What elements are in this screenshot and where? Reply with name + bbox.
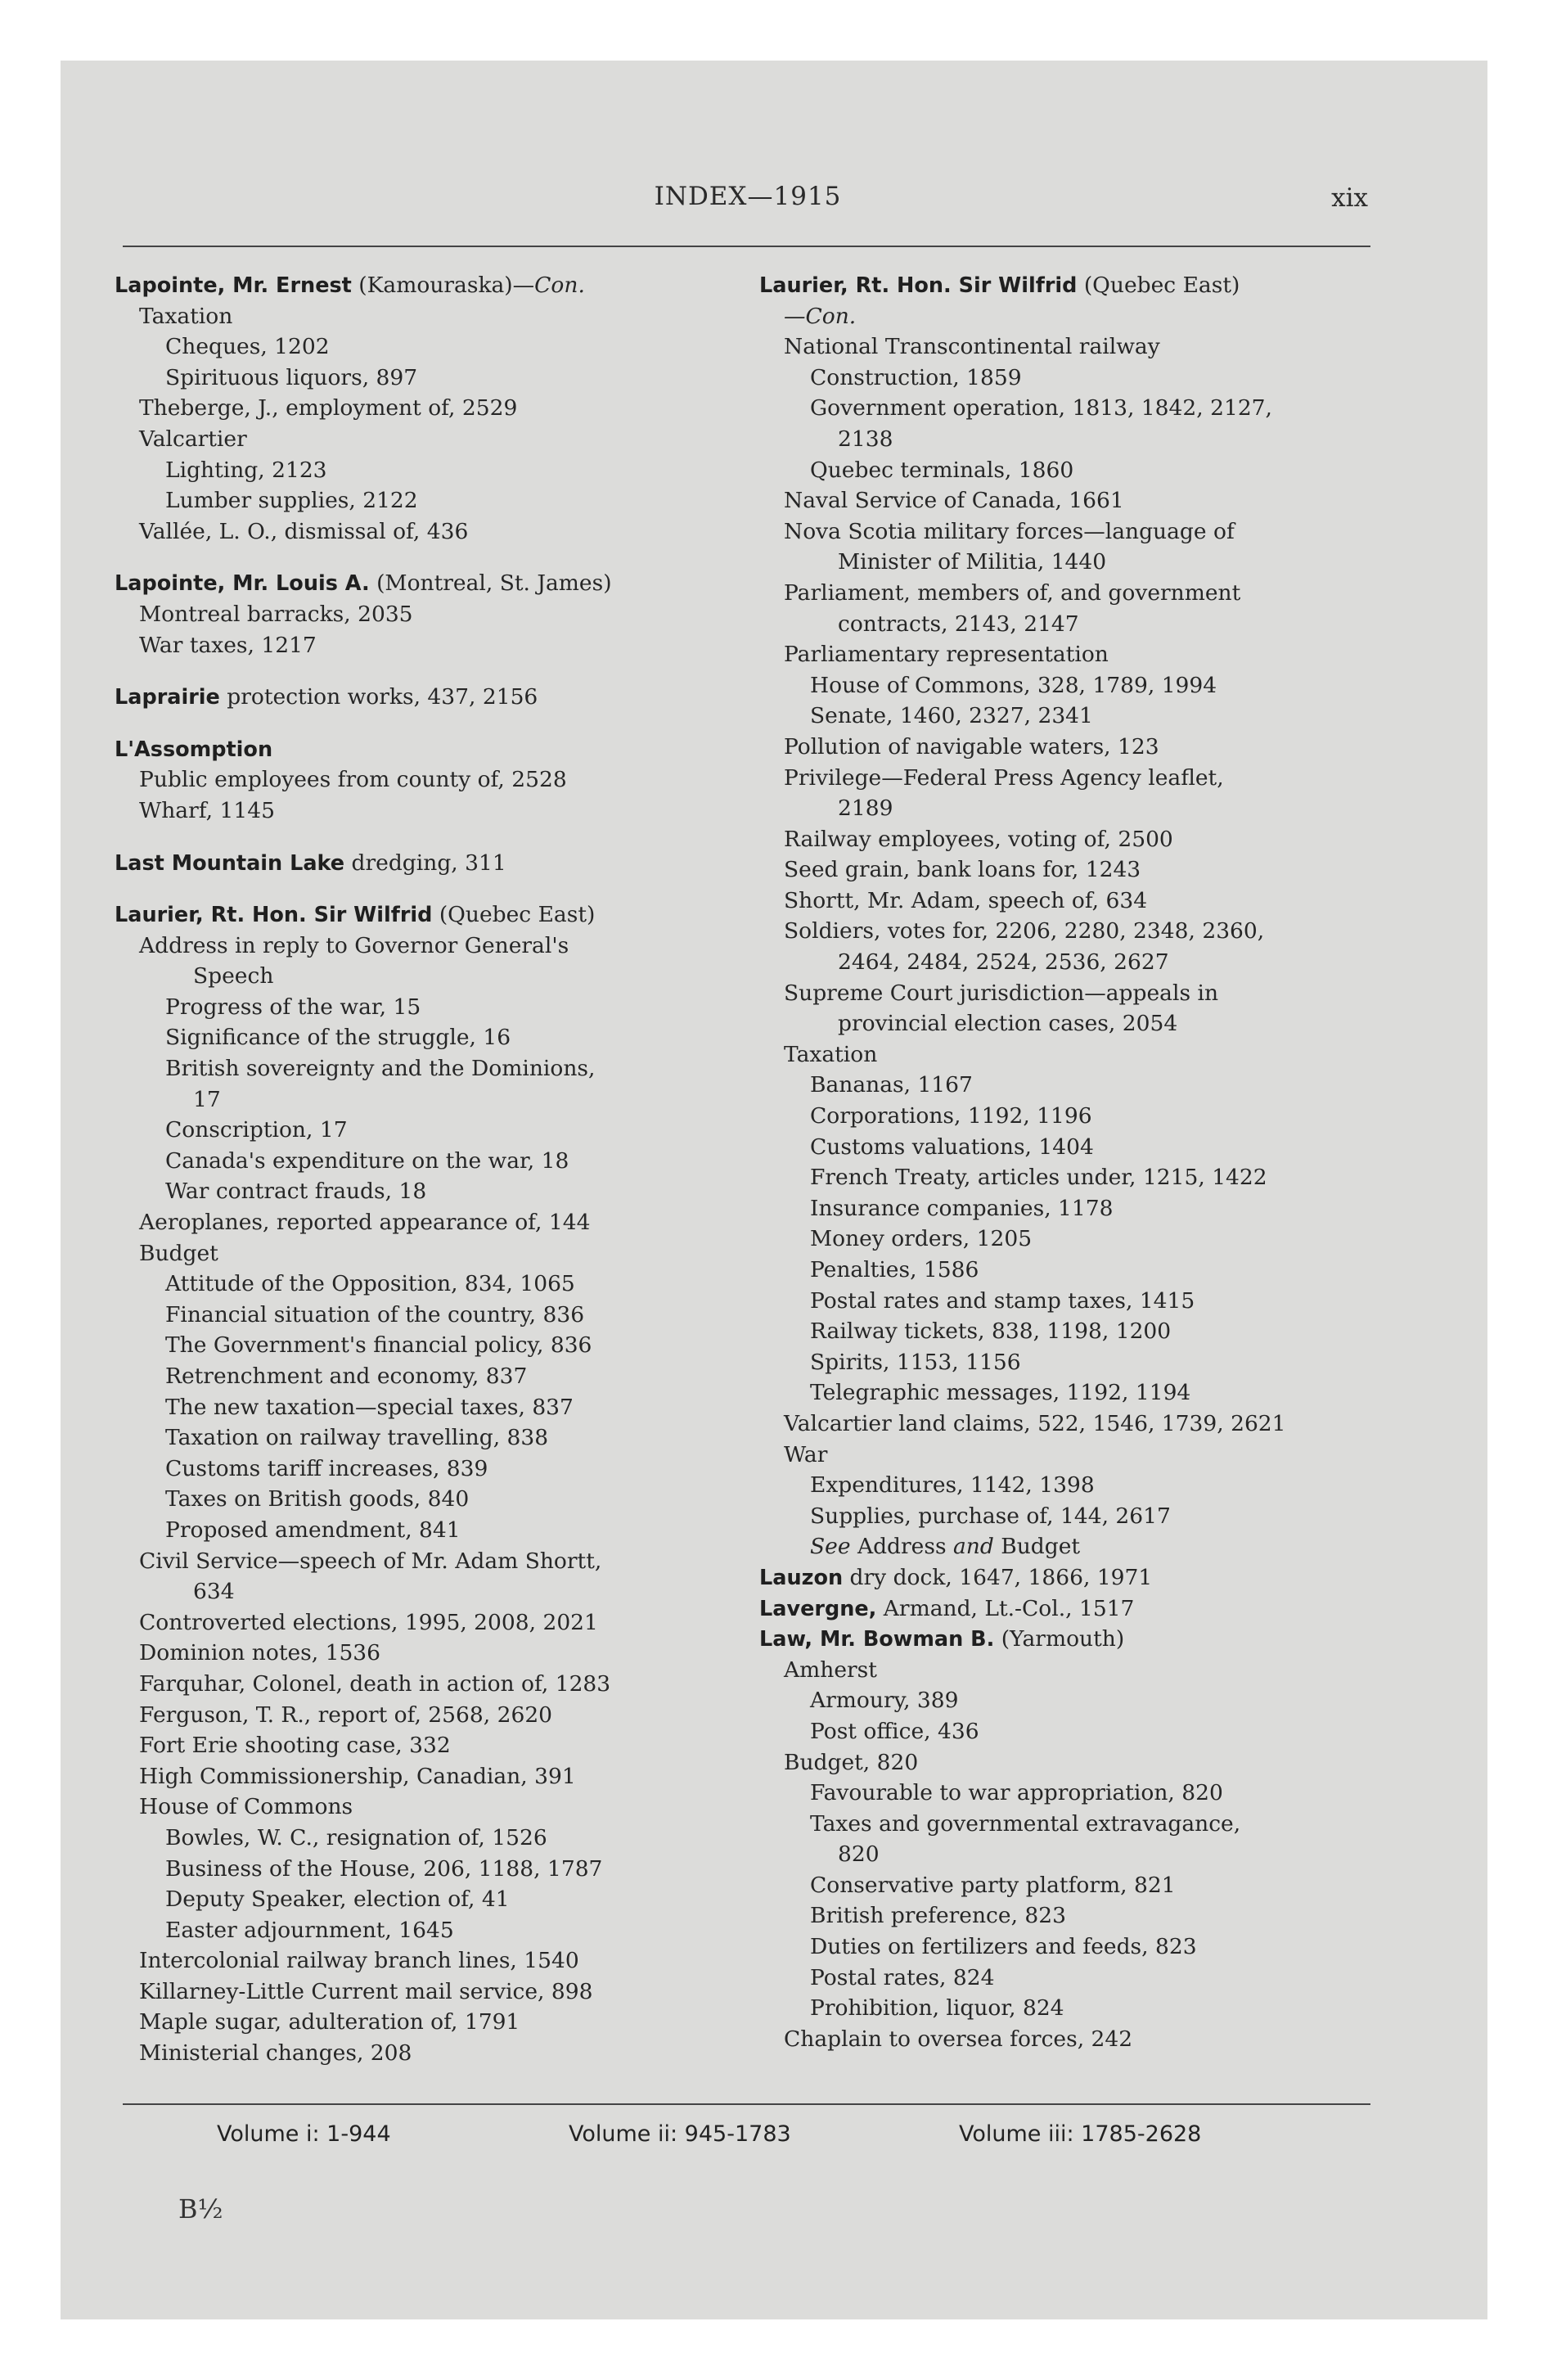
index-entry (759, 1255, 1381, 1286)
index-entry (759, 670, 1381, 701)
index-entry (115, 1422, 704, 1454)
page-number: xix (1331, 183, 1368, 213)
index-entry (115, 1607, 704, 1639)
entry-text: Lumber supplies, 2122 (165, 488, 418, 514)
entry-text: Minister of Militia, 1440 (838, 549, 1107, 575)
index-entry (759, 1747, 1381, 1778)
index-entry (115, 1945, 704, 1977)
entry-gap (115, 878, 704, 899)
entry-text: Valcartier land claims, 522, 1546, 1739, 2621 (784, 1410, 1286, 1436)
entry-text: The new taxation—special taxes, 837 (165, 1394, 574, 1420)
index-entry (759, 1162, 1381, 1193)
entry-text: Armoury, 389 (810, 1688, 959, 1714)
index-entry (115, 1977, 704, 2008)
volume-footer (115, 2121, 1381, 2170)
heading-name: Lapointe, Mr. Ernest (115, 273, 352, 298)
heading-detail: (Quebec East) (432, 902, 596, 928)
index-entry (115, 424, 704, 455)
entry-text: French Treaty, articles under, 1215, 1422 (810, 1165, 1267, 1191)
heading-name: Last Mountain Lake (115, 850, 345, 876)
index-entry (759, 1685, 1381, 1716)
left-index-column (115, 270, 704, 2069)
index-entry (759, 1008, 1381, 1039)
heading-detail: Armand, Lt.-Col., 1517 (876, 1595, 1135, 1621)
heading-detail: (Quebec East) (1077, 273, 1240, 298)
entry-text: 820 (838, 1841, 880, 1868)
index-entry (115, 1761, 704, 1792)
entry-text: Government operation, 1813, 1842, 2127, (810, 395, 1272, 421)
index-entry (115, 2007, 704, 2038)
entry-text: Significance of the struggle, 16 (165, 1025, 511, 1051)
entry-text: Deputy Speaker, election of, 41 (165, 1886, 510, 1913)
index-entry (759, 1655, 1381, 1686)
heading-name: L'Assomption (115, 737, 273, 762)
index-entry (115, 1238, 704, 1269)
entry-text: Vallée, L. O., dismissal of, 436 (139, 518, 469, 544)
heading-detail: protection works, 437, 2156 (219, 684, 538, 710)
index-entry (759, 886, 1381, 917)
entry-text: Supreme Court jurisdiction—appeals in (784, 980, 1219, 1006)
entry-text: Taxes and governmental extravagance, (810, 1810, 1241, 1837)
index-entry (115, 1330, 704, 1361)
index-entry (759, 1224, 1381, 1255)
entry-text: British sovereignty and the Dominions, (165, 1056, 596, 1082)
heading-detail: (Yarmouth) (994, 1626, 1125, 1652)
entry-text: Easter adjournment, 1645 (165, 1917, 454, 1943)
index-heading-entry (759, 1593, 1381, 1625)
entry-text: Lighting, 2123 (165, 457, 327, 483)
entry-text: Dominion notes, 1536 (139, 1640, 381, 1666)
entry-gap (115, 547, 704, 568)
entry-text: Conscription, 17 (165, 1117, 348, 1143)
index-entry (759, 455, 1381, 486)
index-heading-entry (115, 848, 704, 879)
entry-gap (115, 827, 704, 848)
entry-text: Naval Service of Canada, 1661 (784, 488, 1124, 514)
top-rule (123, 246, 1370, 247)
entry-text: Favourable to war appropriation, 820 (810, 1780, 1223, 1806)
entry-text: Telegraphic messages, 1192, 1194 (810, 1380, 1191, 1406)
entry-text: Montreal barracks, 2035 (139, 601, 413, 627)
index-entry (759, 331, 1381, 363)
see-target: Budget (993, 1534, 1081, 1560)
index-entry (759, 578, 1381, 609)
entry-text: Ferguson, T. R., report of, 2568, 2620 (139, 1702, 553, 1728)
index-entry (759, 1070, 1381, 1101)
index-heading-entry (115, 899, 704, 931)
see-and: and (953, 1534, 994, 1560)
index-entry (759, 732, 1381, 763)
entry-text: Attitude of the Opposition, 834, 1065 (165, 1271, 575, 1297)
index-entry (759, 393, 1381, 424)
bottom-rule (123, 2103, 1370, 2105)
heading-name: Laprairie (115, 685, 220, 710)
volume-range-1: Volume i: 1-944 (217, 2121, 391, 2147)
entry-text: Penalties, 1586 (810, 1257, 979, 1282)
index-entry (115, 1700, 704, 1731)
entry-text: Budget (139, 1240, 218, 1266)
index-entry (759, 301, 1381, 332)
index-entry (759, 1900, 1381, 1931)
entry-text: Killarney-Little Current mail service, 898 (139, 1978, 593, 2004)
index-entry (115, 1084, 704, 1116)
entry-text: Privilege—Federal Press Agency leaflet, (784, 764, 1224, 791)
entry-text: Business of the House, 206, 1188, 1787 (165, 1855, 603, 1882)
index-entry (759, 1870, 1381, 1901)
index-entry (759, 1716, 1381, 1747)
running-head: INDEX—1915 (654, 182, 842, 211)
entry-text: Seed grain, bank loans for, 1243 (784, 857, 1141, 883)
page-header (115, 182, 1381, 223)
entry-gap (115, 660, 704, 682)
entry-text: Intercolonial railway branch lines, 1540 (139, 1948, 579, 1974)
heading-name: Lapointe, Mr. Louis A. (115, 571, 370, 597)
index-entry (759, 2024, 1381, 2055)
entry-gap (115, 713, 704, 734)
index-entry (115, 1730, 704, 1761)
index-entry (759, 1347, 1381, 1378)
entry-text: Customs tariff increases, 839 (165, 1455, 488, 1481)
index-entry (115, 1854, 704, 1885)
entry-text: Nova Scotia military forces—language of (784, 518, 1235, 544)
entry-text: Spirituous liquors, 897 (165, 364, 418, 390)
entry-text: Bananas, 1167 (810, 1072, 973, 1098)
index-entry (759, 424, 1381, 455)
index-entry (759, 701, 1381, 732)
index-entry (115, 796, 704, 827)
index-entry (759, 1501, 1381, 1532)
entry-text: War taxes, 1217 (139, 632, 317, 658)
index-entry (759, 485, 1381, 516)
heading-detail: dredging, 311 (344, 850, 506, 876)
index-entry (759, 1809, 1381, 1840)
heading-detail: (Kamouraska)— (351, 273, 535, 298)
entry-text: High Commissionership, Canadian, 391 (139, 1763, 576, 1789)
entry-text: Taxation on railway travelling, 838 (165, 1425, 549, 1451)
index-entry (115, 1176, 704, 1207)
heading-name: Law, Mr. Bowman B. (759, 1627, 995, 1652)
entry-text: Fort Erie shooting case, 332 (139, 1733, 451, 1759)
index-entry (759, 1316, 1381, 1347)
see-label: See (810, 1534, 851, 1560)
entry-text: 2464, 2484, 2524, 2536, 2627 (838, 949, 1169, 976)
index-entry (759, 854, 1381, 886)
cross-reference-entry (759, 1531, 1381, 1562)
index-entry (115, 599, 704, 630)
entry-text: Taxation (784, 1041, 878, 1067)
index-entry (115, 2038, 704, 2069)
index-entry (759, 1039, 1381, 1071)
index-entry (115, 331, 704, 363)
index-entry (115, 1669, 704, 1700)
entry-text: Aeroplanes, reported appearance of, 144 (139, 1210, 591, 1236)
index-entry (115, 1269, 704, 1300)
entry-text: Farquhar, Colonel, death in action of, 1283 (139, 1670, 611, 1697)
volume-range-3: Volume iii: 1785-2628 (959, 2121, 1202, 2147)
entry-text: Valcartier (139, 426, 247, 452)
index-entry (759, 1839, 1381, 1870)
entry-text: Customs valuations, 1404 (810, 1134, 1094, 1160)
index-entry (759, 1778, 1381, 1809)
entry-text: Taxation (139, 303, 233, 329)
index-heading-entry (115, 270, 704, 301)
index-entry (115, 1792, 704, 1823)
index-entry (115, 1361, 704, 1392)
index-entry (759, 516, 1381, 548)
entry-text: Postal rates, 824 (810, 1964, 995, 1990)
entry-text: Progress of the war, 15 (165, 994, 421, 1020)
entry-text: provincial election cases, 2054 (838, 1011, 1178, 1037)
entry-text: Chaplain to oversea forces, 242 (784, 2026, 1133, 2052)
entry-text: contracts, 2143, 2147 (838, 611, 1079, 637)
entry-text: 634 (193, 1579, 235, 1605)
entry-text: War (784, 1441, 828, 1467)
index-entry (759, 793, 1381, 824)
entry-text: Maple sugar, adulteration of, 1791 (139, 2009, 520, 2035)
right-index-column (759, 270, 1381, 2054)
index-entry (759, 1993, 1381, 2024)
entry-text: Ministerial changes, 208 (139, 2040, 412, 2067)
entry-text: Money orders, 1205 (810, 1226, 1033, 1252)
continued-marker: —Con. (784, 303, 857, 329)
index-entry (115, 393, 704, 424)
index-entry (115, 1638, 704, 1669)
heading-name: Lauzon (759, 1565, 844, 1590)
entry-text: Civil Service—speech of Mr. Adam Shortt, (139, 1548, 602, 1574)
index-entry (115, 1576, 704, 1607)
index-entry (115, 1392, 704, 1423)
index-entry (115, 1484, 704, 1515)
index-entry (759, 978, 1381, 1009)
heading-name: Laurier, Rt. Hon. Sir Wilfrid (759, 273, 1078, 298)
index-entry (759, 1193, 1381, 1224)
entry-text: Construction, 1859 (810, 364, 1022, 390)
index-entry (115, 1454, 704, 1485)
entry-text: Canada's expenditure on the war, 18 (165, 1147, 569, 1174)
entry-text: Post office, 436 (810, 1718, 979, 1744)
index-entry (115, 1207, 704, 1238)
entry-text: 2138 (838, 426, 893, 452)
entry-text: National Transcontinental railway (784, 334, 1160, 360)
entry-text: Quebec terminals, 1860 (810, 457, 1074, 483)
entry-text: Railway employees, voting of, 2500 (784, 826, 1173, 852)
index-entry (115, 301, 704, 332)
index-entry (759, 609, 1381, 640)
entry-text: 2189 (838, 796, 893, 822)
entry-text: House of Commons, 328, 1789, 1994 (810, 672, 1217, 698)
index-entry (759, 1440, 1381, 1471)
index-entry (115, 1823, 704, 1854)
entry-text: Senate, 1460, 2327, 2341 (810, 703, 1093, 729)
index-entry (759, 763, 1381, 794)
index-entry (115, 764, 704, 796)
index-entry (759, 639, 1381, 670)
index-entry (759, 1963, 1381, 1994)
index-heading-entry (115, 568, 704, 599)
index-entry (759, 363, 1381, 394)
entry-text: Speech (193, 963, 274, 989)
index-heading-entry (759, 1624, 1381, 1655)
index-entry (759, 1931, 1381, 1963)
index-entry (759, 1132, 1381, 1163)
index-entry (115, 485, 704, 516)
index-entry (115, 363, 704, 394)
index-entry (115, 1915, 704, 1946)
entry-text: Soldiers, votes for, 2206, 2280, 2348, 2360, (784, 918, 1265, 944)
index-entry (115, 1300, 704, 1331)
entry-text: Financial situation of the country, 836 (165, 1301, 585, 1327)
heading-detail: dry dock, 1647, 1866, 1971 (843, 1564, 1153, 1590)
entry-text: Retrenchment and economy, 837 (165, 1364, 528, 1389)
index-entry (115, 1146, 704, 1177)
index-entry (759, 1101, 1381, 1132)
index-entry (759, 916, 1381, 947)
heading-continued: Con. (534, 273, 585, 298)
index-entry (115, 992, 704, 1023)
entry-text: Parliamentary representation (784, 642, 1109, 668)
entry-text: British preference, 823 (810, 1903, 1067, 1929)
entry-text: Duties on fertilizers and feeds, 823 (810, 1934, 1197, 1960)
entry-text: Taxes on British goods, 840 (165, 1486, 470, 1512)
index-heading-entry (115, 682, 704, 713)
signature-mark: B½ (178, 2193, 223, 2224)
index-entry (115, 516, 704, 548)
index-entry (115, 961, 704, 992)
index-heading-entry (115, 734, 704, 765)
entry-text: Spirits, 1153, 1156 (810, 1349, 1021, 1375)
entry-text: Insurance companies, 1178 (810, 1195, 1114, 1221)
entry-text: Controverted elections, 1995, 2008, 2021 (139, 1609, 598, 1635)
entry-text: Expenditures, 1142, 1398 (810, 1472, 1095, 1499)
index-entry (759, 547, 1381, 578)
entry-text: Parliament, members of, and government (784, 579, 1241, 606)
entry-text: Corporations, 1192, 1196 (810, 1103, 1092, 1129)
entry-text: Supplies, purchase of, 144, 2617 (810, 1503, 1171, 1529)
index-entry (115, 630, 704, 661)
see-target: Address (850, 1534, 953, 1560)
entry-text: Railway tickets, 838, 1198, 1200 (810, 1318, 1172, 1345)
entry-text: Theberge, J., employment of, 2529 (139, 395, 518, 421)
index-entry (115, 1115, 704, 1146)
entry-text: Budget, 820 (784, 1749, 919, 1775)
index-entry (759, 947, 1381, 978)
index-entry (759, 824, 1381, 855)
index-entry (759, 1286, 1381, 1317)
index-heading-entry (759, 1562, 1381, 1593)
heading-detail: (Montreal, St. James) (369, 570, 612, 597)
entry-text: House of Commons (139, 1794, 353, 1820)
entry-text: Amherst (784, 1657, 877, 1683)
entry-text: Wharf, 1145 (139, 797, 275, 823)
entry-text: Address in reply to Governor General's (139, 932, 569, 958)
entry-text: Proposed amendment, 841 (165, 1517, 461, 1543)
entry-text: Cheques, 1202 (165, 334, 330, 360)
index-heading-entry (759, 270, 1381, 301)
index-entry (115, 1515, 704, 1546)
index-entry (115, 455, 704, 486)
index-entry (115, 1022, 704, 1053)
heading-name: Lavergne, (759, 1596, 877, 1621)
entry-text: Prohibition, liquor, 824 (810, 1995, 1064, 2022)
entry-text: Pollution of navigable waters, 123 (784, 733, 1159, 760)
index-entry (759, 1470, 1381, 1501)
entry-text: Postal rates and stamp taxes, 1415 (810, 1287, 1195, 1314)
entry-text: Conservative party platform, 821 (810, 1872, 1176, 1898)
index-entry (759, 1377, 1381, 1409)
entry-text: Shortt, Mr. Adam, speech of, 634 (784, 887, 1148, 913)
index-entry (115, 931, 704, 962)
entry-text: War contract frauds, 18 (165, 1179, 427, 1205)
index-entry (115, 1053, 704, 1084)
volume-range-2: Volume ii: 945-1783 (569, 2121, 791, 2147)
index-entry (115, 1884, 704, 1915)
entry-text: The Government's financial policy, 836 (165, 1332, 592, 1359)
entry-text: Bowles, W. C., resignation of, 1526 (165, 1824, 547, 1850)
index-entry (759, 1409, 1381, 1440)
entry-text: 17 (193, 1086, 221, 1112)
index-entry (115, 1546, 704, 1577)
heading-name: Laurier, Rt. Hon. Sir Wilfrid (115, 903, 433, 928)
entry-text: Public employees from county of, 2528 (139, 767, 567, 793)
